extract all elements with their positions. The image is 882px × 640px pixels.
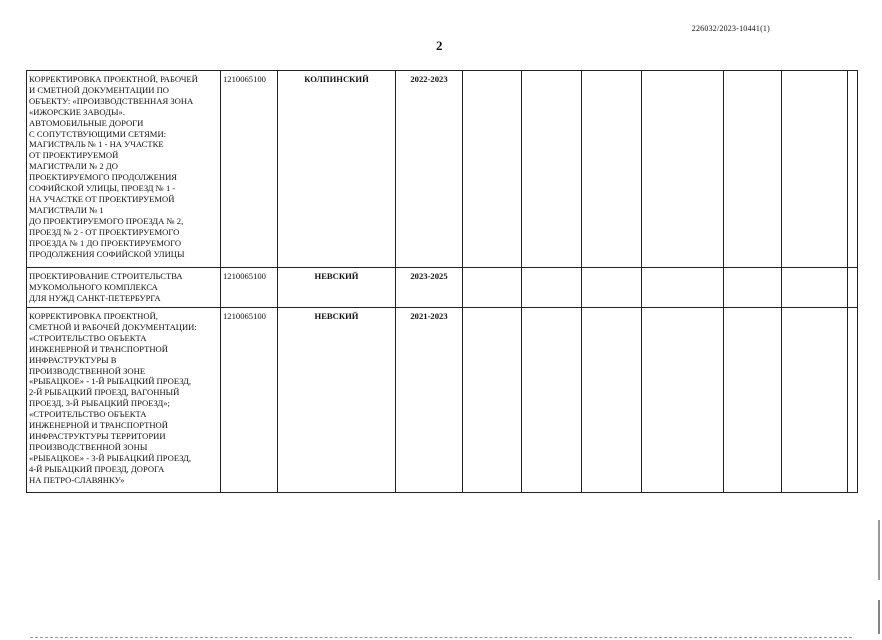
period-cell: 2022-2023 — [396, 71, 463, 268]
empty-cell — [522, 268, 582, 308]
scan-edge-mark — [878, 520, 880, 580]
empty-cell — [582, 71, 642, 268]
district-cell: КОЛПИНСКИЙ — [278, 71, 396, 268]
empty-cell — [463, 308, 522, 493]
table-row — [27, 71, 858, 268]
empty-cell — [724, 268, 782, 308]
code-cell: 1210065100 — [221, 308, 278, 493]
empty-cell — [522, 308, 582, 493]
district-cell: НЕВСКИЙ — [278, 308, 396, 493]
table-row — [27, 308, 858, 493]
code-cell: 1210065100 — [221, 71, 278, 268]
document-registration-number: 226032/2023-10441(1) — [691, 24, 770, 33]
period-cell: 2021-2023 — [396, 308, 463, 493]
empty-cell — [582, 308, 642, 493]
empty-cell — [782, 308, 848, 493]
empty-cell — [642, 268, 724, 308]
empty-cell — [522, 71, 582, 268]
code-cell: 1210065100 — [221, 268, 278, 308]
empty-cell — [582, 268, 642, 308]
empty-cell — [463, 268, 522, 308]
period-cell: 2023-2025 — [396, 268, 463, 308]
object-name-cell: КОРРЕКТИРОВКА ПРОЕКТНОЙ, РАБОЧЕЙ И СМЕТНОЙ ДОКУМЕНТАЦИИ ПО ОБЪЕКТУ: «ПРОИЗВОДСТВЕННАЯ ЗОНА «ИЖОРСКИЕ ЗАВОДЫ». АВТОМОБИЛЬНЫЕ ДОРОГИ С СОПУТСТВУЮЩИМИ СЕТЯМИ: МАГИСТРАЛЬ № 1 - НА УЧАСТКЕ ОТ ПРОЕКТИРУЕМОЙ МАГИСТРАЛИ № 2 ДО ПРОЕКТИРУЕМОГО ПРОДОЛЖЕНИЯ СОФИЙСКОЙ УЛИЦЫ, ПРОЕЗД № 1 - НА УЧАСТКЕ ОТ ПРОЕКТИРУЕМОЙ МАГИСТРАЛИ № 1 ДО ПРОЕКТИРУЕМОГО ПРОЕЗДА № 2, ПРОЕЗД № 2 - ОТ ПРОЕКТИРУЕМОГО ПРОЕЗДА № 1 ДО ПРОЕКТИРУЕМОГО ПРОДОЛЖЕНИЯ СОФИЙСКОЙ УЛИЦЫ — [27, 71, 221, 268]
table-row — [27, 268, 858, 308]
page-number: 2 — [436, 38, 443, 53]
empty-cell — [724, 71, 782, 268]
object-name-cell: КОРРЕКТИРОВКА ПРОЕКТНОЙ, СМЕТНОЙ И РАБОЧЕЙ ДОКУМЕНТАЦИИ: «СТРОИТЕЛЬСТВО ОБЪЕКТА ИНЖЕНЕРНОЙ И ТРАНСПОРТНОЙ ИНФРАСТРУКТУРЫ В ПРОИЗВОДСТВЕННОЙ ЗОНЕ «РЫБАЦКОЕ» - 1-Й РЫБАЦКИЙ ПРОЕЗД, 2-Й РЫБАЦКИЙ ПРОЕЗД, ВАГОННЫЙ ПРОЕЗД, 3-Й РЫБАЦКИЙ ПРОЕЗД»; «СТРОИТЕЛЬСТВО ОБЪЕКТА ИНЖЕНЕРНОЙ И ТРАНСПОРТНОЙ ИНФРАСТРУКТУРЫ ТЕРРИТОРИИ ПРОИЗВОДСТВЕННОЙ ЗОНЫ «РЫБАЦКОЕ» - 3-Й РЫБАЦКИЙ ПРОЕЗД, 4-Й РЫБАЦКИЙ ПРОЕЗД, ДОРОГА НА ПЕТРО-СЛАВЯНКУ» — [27, 308, 221, 493]
empty-cell — [782, 71, 848, 268]
empty-cell — [463, 71, 522, 268]
object-name-cell: ПРОЕКТИРОВАНИЕ СТРОИТЕЛЬСТВА МУКОМОЛЬНОГО КОМПЛЕКСА ДЛЯ НУЖД САНКТ-ПЕТЕРБУРГА — [27, 268, 221, 308]
objects-table — [26, 70, 858, 493]
empty-cell — [848, 71, 858, 268]
empty-cell — [724, 308, 782, 493]
empty-cell — [848, 268, 858, 308]
empty-cell — [848, 308, 858, 493]
empty-cell — [642, 71, 724, 268]
scan-bottom-edge — [30, 636, 852, 638]
scan-edge-mark — [878, 600, 880, 634]
empty-cell — [642, 308, 724, 493]
district-cell: НЕВСКИЙ — [278, 268, 396, 308]
empty-cell — [782, 268, 848, 308]
